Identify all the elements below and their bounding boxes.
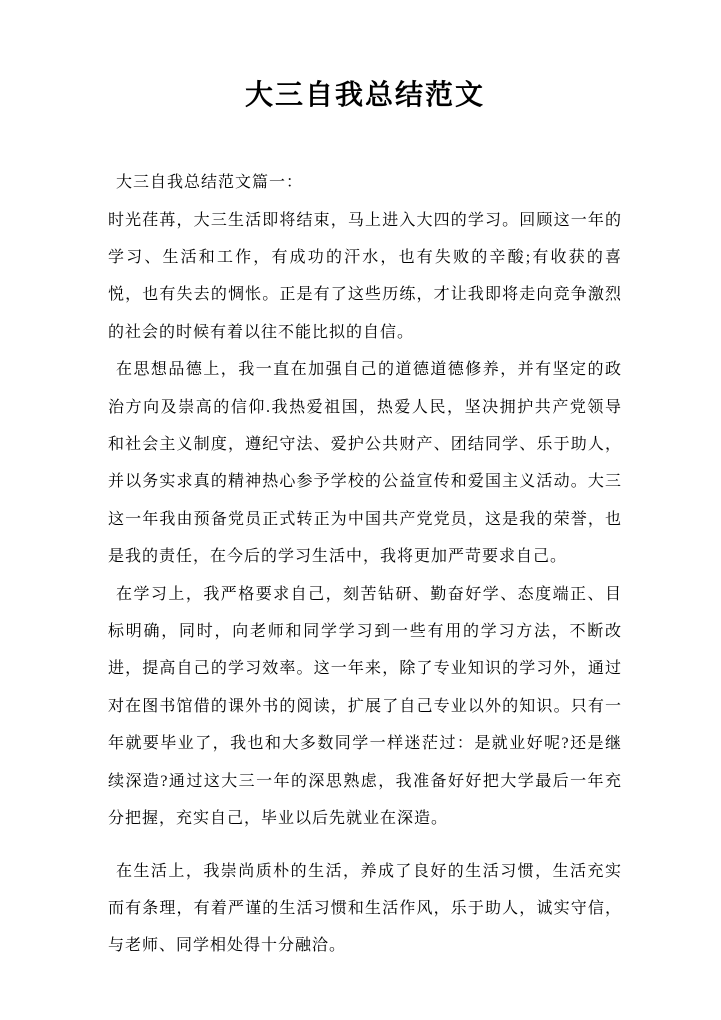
paragraph-intro: 时光荏苒，大三生活即将结束，马上进入大四的学习。回顾这一年的学习、生活和工作，有成功的汗水，也有失败的辛酸;有收获的喜悦，也有失去的惆怅。正是有了这些历练，才让我即将走向竞争激烈的社会的时候有着以往不能比拟的自信。 bbox=[108, 211, 622, 341]
paragraph-study: 在学习上，我严格要求自己，刻苦钻研、勤奋好学、态度端正、目标明确，同时，向老师和同学学习到一些有用的学习方法，不断改进，提高自己的学习效率。这一年来，除了专业知识的学习外，通过对在图书馆借的课外书的阅读，扩展了自己专业以外的知识。只有一年就要毕业了，我也和大多数同学一样迷茫过：是就业好呢?还是继续深造?通过这大三一年的深思熟虑，我准备好好把大学最后一年充分把握，充实自己，毕业以后先就业在深造。 bbox=[108, 585, 622, 828]
paragraph-heading-part-one: 大三自我总结范文篇一： bbox=[116, 174, 304, 192]
paragraph-ideology: 在思想品德上，我一直在加强自己的道德道德修养，并有坚定的政治方向及崇高的信仰.我热爱祖国，热爱人民，坚决拥护共产党领导和社会主义制度，遵纪守法、爱护公共财产、团结同学、乐于助人，并以务实求真的精神热心参予学校的公益宣传和爱国主义活动。大三这一年我由预备党员正式转正为中国共产党党员，这是我的荣誉，也是我的责任，在今后的学习生活中，我将更加严苛要求自己。 bbox=[108, 361, 622, 566]
paragraph-life: 在生活上，我崇尚质朴的生活，养成了良好的生活习惯，生活充实而有条理，有着严谨的生活习惯和生活作风，乐于助人，诚实守信，与老师、同学相处得十分融洽。 bbox=[108, 862, 622, 955]
document-body bbox=[108, 164, 622, 965]
document-title: 大三自我总结范文 bbox=[244, 80, 485, 111]
